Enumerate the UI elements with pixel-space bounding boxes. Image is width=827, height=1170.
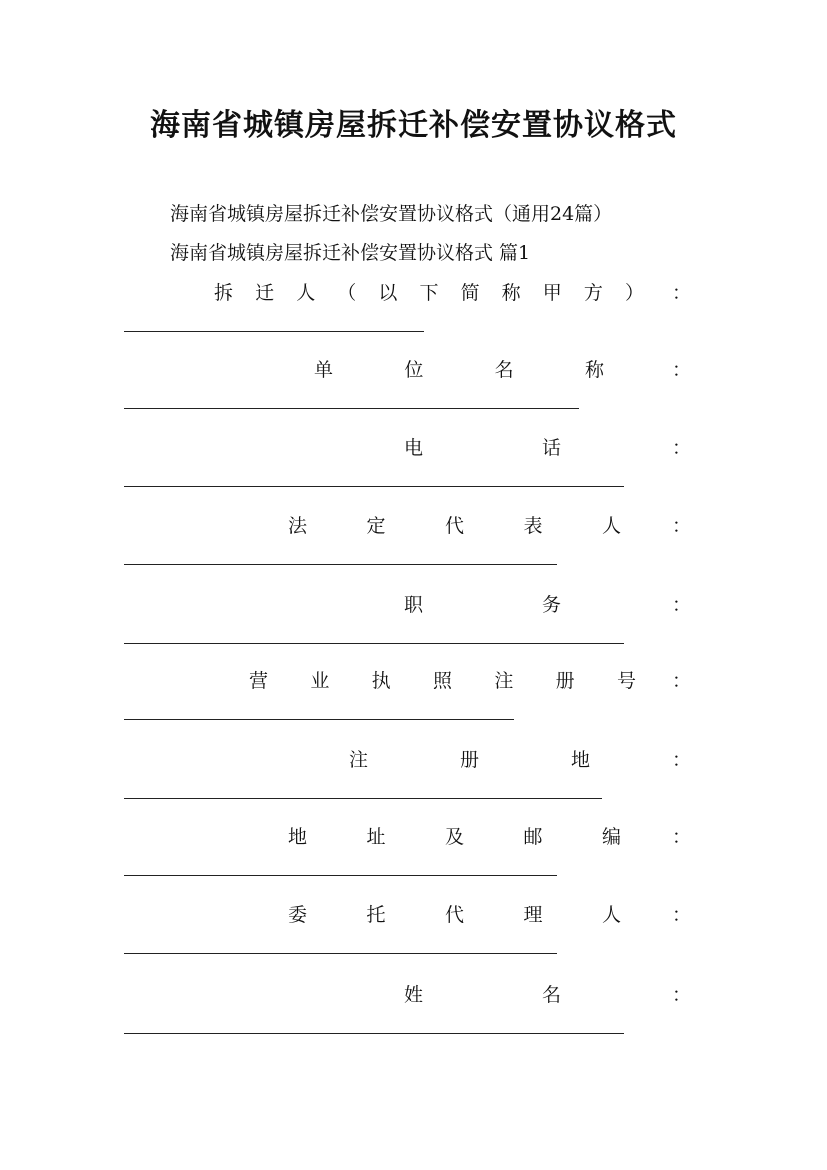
- document-subtitle: 海南省城镇房屋拆迁补偿安置协议格式（通用24篇）: [170, 203, 613, 225]
- field-label-char: 人: [296, 282, 316, 304]
- field-label-char: 人: [601, 904, 621, 926]
- field-colon: ：: [671, 749, 691, 771]
- field-label-char: 址: [366, 826, 386, 848]
- field-label: [288, 822, 621, 848]
- field-label-char: 方: [583, 282, 603, 304]
- form-field-row: [124, 666, 691, 746]
- field-colon: ：: [671, 359, 691, 381]
- field-label: [404, 433, 561, 459]
- field-label-char: 委: [288, 904, 308, 926]
- field-colon: ：: [671, 904, 691, 926]
- form-field-row: [124, 745, 691, 825]
- fill-in-blank-line[interactable]: [124, 643, 624, 644]
- field-label-char: 营: [249, 670, 269, 692]
- field-label-char: 册: [459, 749, 479, 771]
- fill-in-blank-line[interactable]: [124, 953, 557, 954]
- field-label: [288, 900, 621, 926]
- field-label-char: 号: [616, 670, 636, 692]
- field-label: [314, 355, 604, 381]
- form-field-row: [124, 900, 691, 980]
- field-colon: ：: [671, 670, 691, 692]
- field-label-char: 电: [404, 437, 424, 459]
- form-field-row: [124, 590, 691, 670]
- field-label: [349, 745, 590, 771]
- field-label-char: 单: [314, 359, 334, 381]
- form-field-row: [124, 822, 691, 902]
- field-label: [404, 980, 561, 1006]
- field-label-char: 理: [523, 904, 543, 926]
- field-label-char: 地: [570, 749, 590, 771]
- field-label-char: 表: [523, 515, 543, 537]
- fill-in-blank-line[interactable]: [124, 875, 557, 876]
- field-label-char: 称: [584, 359, 604, 381]
- field-colon: ：: [671, 826, 691, 848]
- form-field-row: [124, 980, 691, 1060]
- field-label-char: 业: [310, 670, 330, 692]
- fill-in-blank-line[interactable]: [124, 564, 557, 565]
- field-label-char: 地: [288, 826, 308, 848]
- field-label-char: 姓: [404, 984, 424, 1006]
- field-label-char: （: [337, 282, 357, 304]
- field-label-char: 甲: [542, 282, 562, 304]
- field-label-char: 人: [601, 515, 621, 537]
- field-label-char: 以: [378, 282, 398, 304]
- field-label-char: 定: [366, 515, 386, 537]
- field-label-char: ）: [624, 282, 644, 304]
- fill-in-blank-line[interactable]: [124, 719, 514, 720]
- field-label-char: 下: [419, 282, 439, 304]
- field-label-char: 注: [494, 670, 514, 692]
- field-colon: ：: [671, 594, 691, 616]
- field-label-char: 简: [460, 282, 480, 304]
- field-label-char: 邮: [523, 826, 543, 848]
- field-label-char: 务: [541, 594, 561, 616]
- field-colon: ：: [671, 282, 691, 304]
- field-label-char: 迁: [255, 282, 275, 304]
- fill-in-blank-line[interactable]: [124, 331, 424, 332]
- form-field-row: [124, 278, 691, 358]
- field-label-char: 拆: [214, 282, 234, 304]
- field-label-char: 照: [432, 670, 452, 692]
- field-label-char: 注: [349, 749, 369, 771]
- field-label-char: 托: [366, 904, 386, 926]
- field-label-char: 话: [541, 437, 561, 459]
- field-label-char: 册: [555, 670, 575, 692]
- field-colon: ：: [671, 437, 691, 459]
- field-label-char: 名: [541, 984, 561, 1006]
- field-colon: ：: [671, 515, 691, 537]
- fill-in-blank-line[interactable]: [124, 798, 602, 799]
- field-label-char: 编: [601, 826, 621, 848]
- field-label: [249, 666, 636, 692]
- field-label-char: 法: [288, 515, 308, 537]
- form-field-row: [124, 511, 691, 591]
- field-label: [404, 590, 561, 616]
- fill-in-blank-line[interactable]: [124, 486, 624, 487]
- field-label-char: 代: [444, 515, 464, 537]
- section-heading: 海南省城镇房屋拆迁补偿安置协议格式 篇1: [170, 242, 531, 264]
- field-label-char: 称: [501, 282, 521, 304]
- field-colon: ：: [671, 984, 691, 1006]
- form-field-row: [124, 355, 691, 435]
- document-title: 海南省城镇房屋拆迁补偿安置协议格式: [150, 108, 677, 143]
- field-label-char: 名: [494, 359, 514, 381]
- field-label-char: 及: [444, 826, 464, 848]
- fill-in-blank-line[interactable]: [124, 408, 579, 409]
- form-field-row: [124, 433, 691, 513]
- field-label: [214, 278, 644, 304]
- field-label: [288, 511, 621, 537]
- field-label-char: 代: [444, 904, 464, 926]
- field-label-char: 职: [404, 594, 424, 616]
- fill-in-blank-line[interactable]: [124, 1033, 624, 1034]
- field-label-char: 位: [404, 359, 424, 381]
- field-label-char: 执: [371, 670, 391, 692]
